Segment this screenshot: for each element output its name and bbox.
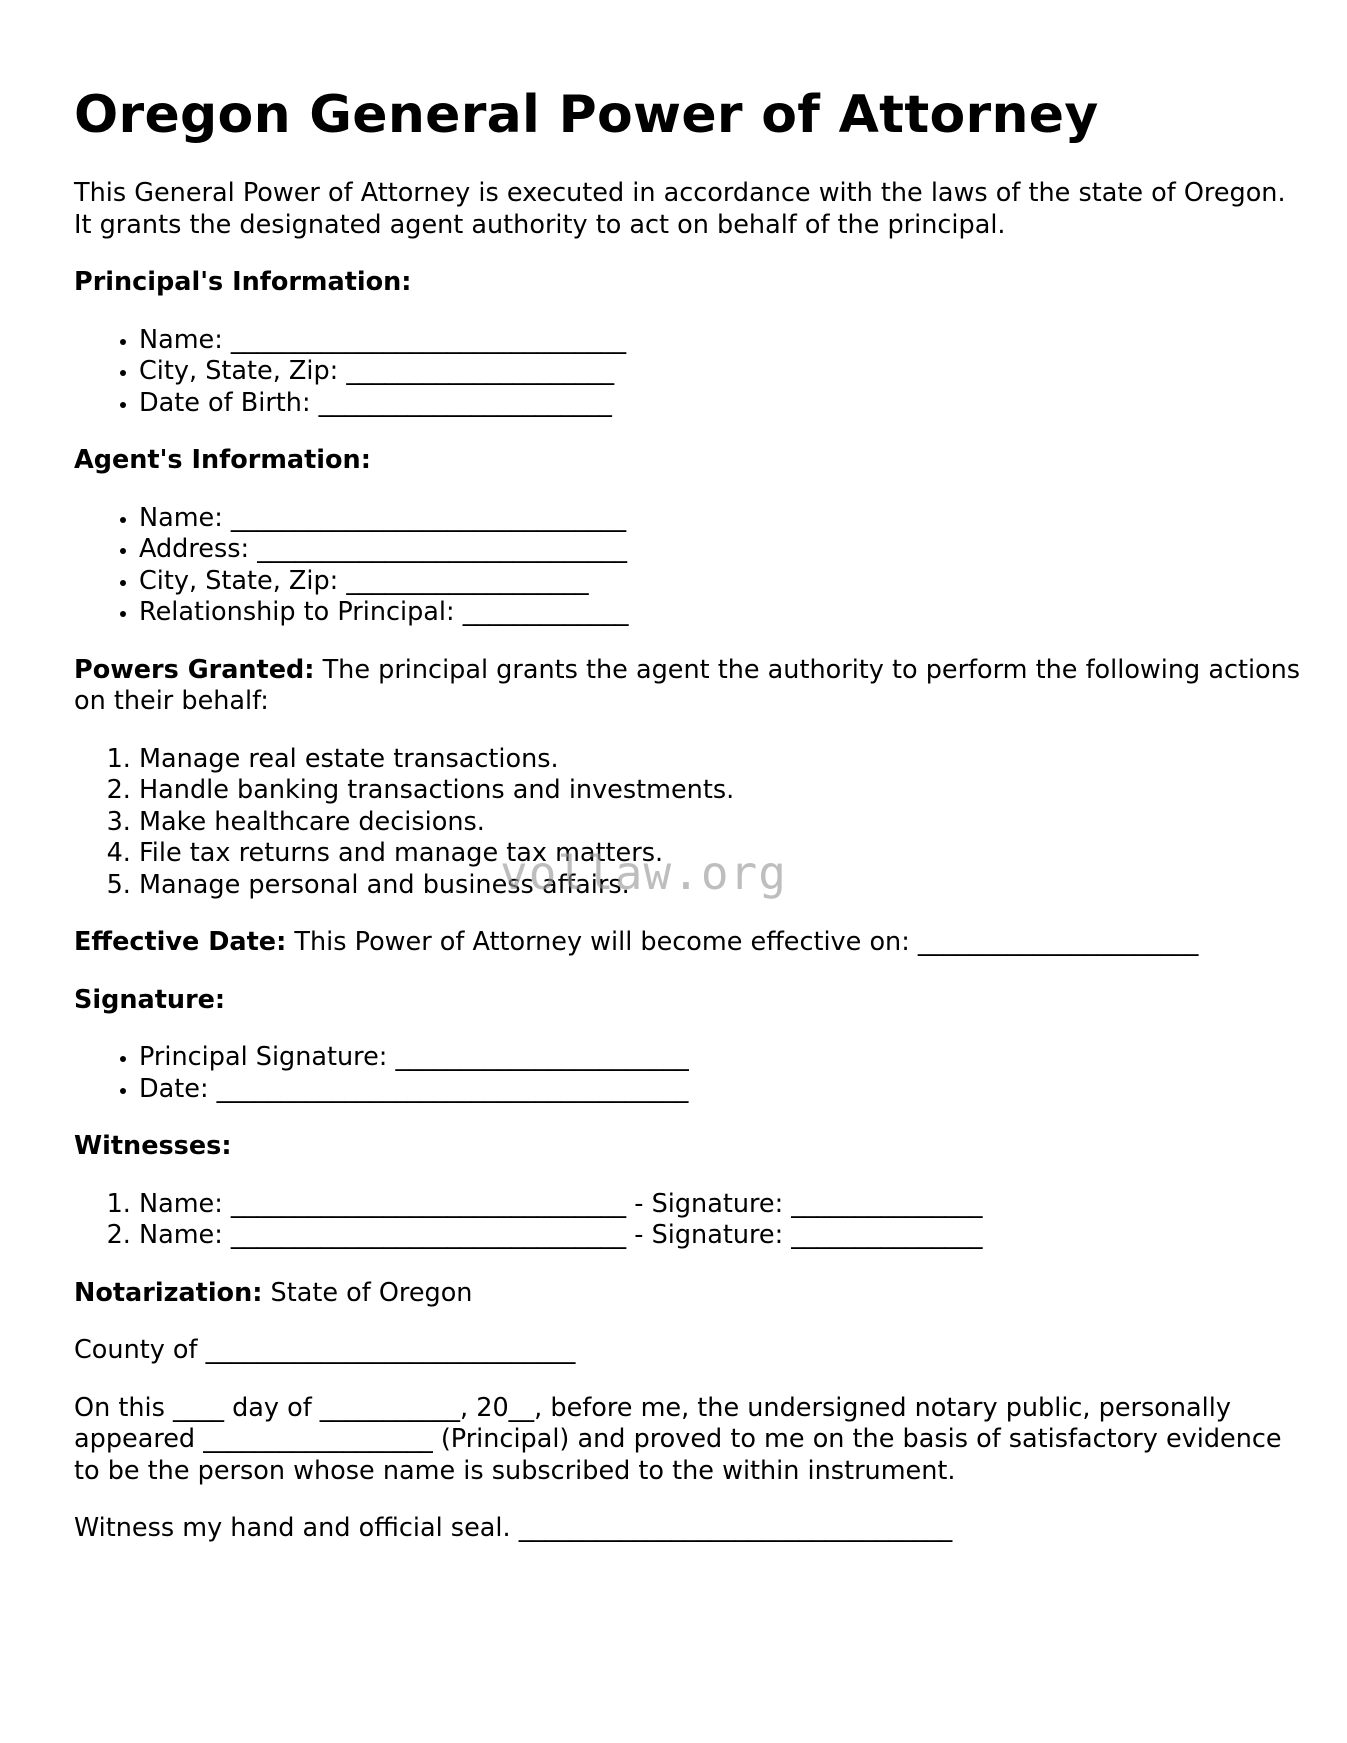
witnesses-list (74, 1189, 1304, 1252)
power-item: 2. Handle banking transactions and investments. (139, 775, 1304, 807)
principal-city-field: • City, State, Zip: _____________________ (139, 356, 1304, 388)
agent-name-field: • Name: _______________________________ (139, 503, 1304, 535)
powers-text: The principal grants the agent the authority to perform the following actions on their behalf: (74, 654, 1301, 716)
witness-seal-line: Witness my hand and official seal. __________________________________ (74, 1513, 953, 1543)
notarization-text: State of Oregon (262, 1277, 473, 1308)
notary-statement: On this ____ day of ___________, 20__, before me, the undersigned notary public, personally appeared __________________ (Principal) and proved to me on the basis of satisfactory evidence to be the person whose name is subscribed to the within instrument. (74, 1392, 1282, 1486)
agent-city-field: • City, State, Zip: ___________________ (139, 566, 1304, 598)
signature-date-field: • Date: _____________________________________ (139, 1074, 1304, 1106)
effective-date-paragraph (74, 927, 1304, 959)
power-item: 1. Manage real estate transactions. (139, 744, 1304, 776)
intro-paragraph: This General Power of Attorney is executed in accordance with the laws of the state of Oregon. It grants the designated agent authority to act on behalf of the principal. (74, 178, 1286, 240)
document-title: Oregon General Power of Attorney (74, 85, 1099, 145)
agent-heading: Agent's Information: (74, 445, 371, 475)
effective-date-label: Effective Date: (74, 927, 287, 957)
notarization-label: Notarization: (74, 1277, 263, 1308)
powers-paragraph (74, 655, 1304, 718)
watermark: vollaw.org (500, 846, 787, 900)
power-item: 4. File tax returns and manage tax matters. (139, 838, 1304, 870)
power-item: 5. Manage personal and business affairs. (139, 870, 1304, 902)
agent-info-list (74, 503, 1304, 629)
principal-info-list (74, 325, 1304, 420)
county-line: County of _____________________________ (74, 1335, 576, 1365)
powers-list (74, 744, 1304, 902)
principal-signature-field: • Principal Signature: _______________________ (139, 1042, 1304, 1074)
principal-heading: Principal's Information: (74, 267, 412, 297)
principal-dob-field: • Date of Birth: _______________________ (139, 388, 1304, 420)
principal-name-field: • Name: _______________________________ (139, 325, 1304, 357)
witnesses-heading: Witnesses: (74, 1131, 232, 1161)
witness-line: 2. Name: _______________________________ - Signature: _______________ (139, 1220, 1304, 1252)
notarization-paragraph (74, 1278, 1304, 1310)
effective-date-text: This Power of Attorney will become effective on: ______________________ (286, 927, 1199, 957)
witness-line: 1. Name: _______________________________ - Signature: _______________ (139, 1189, 1304, 1221)
document-page (74, 84, 1304, 1571)
powers-label: Powers Granted: (74, 654, 315, 685)
power-item: 3. Make healthcare decisions. (139, 807, 1304, 839)
signature-heading: Signature: (74, 984, 226, 1015)
signature-list (74, 1042, 1304, 1105)
agent-address-field: • Address: _____________________________ (139, 534, 1304, 566)
agent-relationship-field: • Relationship to Principal: _____________ (139, 597, 1304, 629)
